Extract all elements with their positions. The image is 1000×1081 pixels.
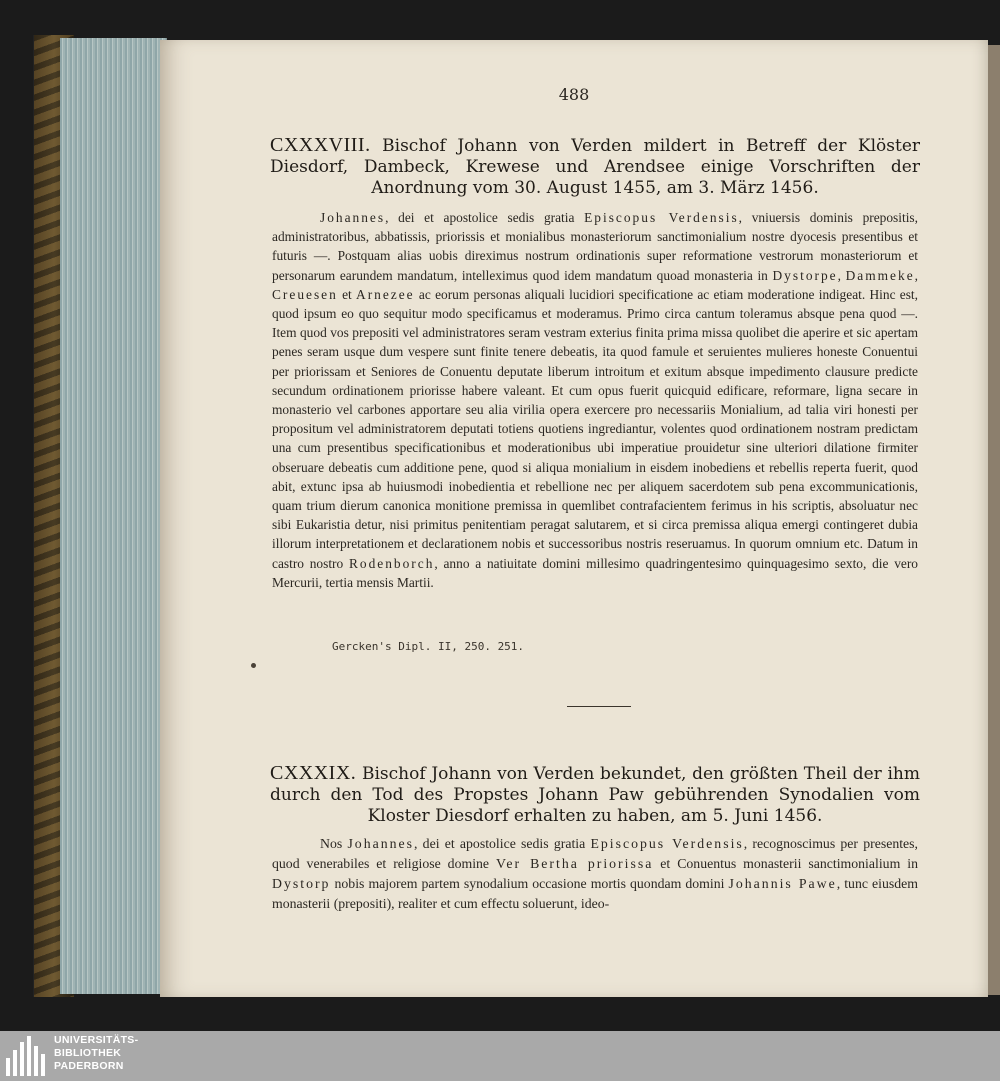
body-138-segment: , anno a natiuitate domini millesimo quadringentesimo quinquagesimo sexto, die vero Mercurii, tertia mensis Martii. [272, 555, 918, 590]
body-138-segment: Johannes [320, 210, 386, 225]
body-139-segment: , tunc eiusdem monasterii (prepositi), realiter et cum effectu soluerunt, ideo- [272, 876, 918, 911]
body-138-segment: , [837, 267, 846, 283]
library-logo-icon [6, 1036, 46, 1076]
section-heading-139 [270, 763, 920, 827]
body-138-segment: Arnezee [356, 286, 415, 302]
body-139-segment: Dystorp [272, 876, 331, 891]
body-139-segment: Johannis Pawe [728, 876, 837, 891]
body-138-segment: Creuesen [272, 286, 338, 302]
body-138-segment: ac eorum personas aliquali lucidiori specificatione ac etiam moderatione indigeat. Hinc est, quod ipsum eo quo sequitur modo specificamus et moderamus. Primo circa cantum toleramus absque pena quod —. Item quod vos prepositi vel administratores seram vestram exterius finita prima missa quolibet die aperire et sic apertam penes seram usque dum vespere sunt finite tenere debeatis, ita quod famule et seruientes mulieres honeste Conuentui per priorissam et Seniores de Conuentu deputate liberum introitum et exitum absque impedimento clausure predicte secundum ordinationem priorisse habere valeant. Et cum opus fuerit quicquid edificare, reformare, ligna secare in monasterio vel carbones apportare seu alia virilia opera exercere pro necessariis Monialium, ad talia viri honesti per propositum vel administratorem deputati totiens quotiens ingrediantur, volentes quod ordinationem nostram predictam una cum presentibus specificationibus et moderationibus ubi imperatiue prouidetur sine ulteriori dilatione firmiter obseruare debeatis cum additione pene, quod si aliqua monialium in eisdem inobediens et rebellis reperta fuerit, quod abit, extunc ipsa ab huiusmodi inobedientia et rebellione nec per aliquem sacerdotem sub pena excommunicationis, quam trium dierum canonica monitione premissa in quemlibet contrafacientem ferimus in his scriptis, absoluatur nec sibi Eukaristia detur, nisi primitus penitentiam peragat salutarem, et si circa premissa aliqua emergi contingeret dubia illorum interpretationem et declarationem nobis et successoribus nostris reseruamus. In quorum omnium etc. Datum in castro nostro [272, 286, 918, 571]
section-number-139: CXXXIX. [270, 762, 357, 784]
body-138-segment: Dystorpe [772, 267, 838, 283]
body-139-segment: Episcopus Verdensis [590, 836, 744, 851]
body-139-segment: , dei et apostolice sedis gratia [414, 836, 591, 851]
body-138-segment: Dammeke [845, 267, 915, 283]
body-138-segment: , [914, 267, 918, 283]
ink-spot [251, 663, 256, 668]
section-heading-138 [270, 135, 920, 199]
section-divider [567, 706, 631, 707]
source-citation: Gercken's Dipl. II, 250. 251. [332, 640, 525, 653]
body-139-segment: Ver Bertha priorissa [496, 856, 654, 871]
section-body-138 [272, 208, 918, 592]
body-138-segment: , dei et apostolice sedis gratia [385, 210, 585, 225]
body-139-segment: Johannes [347, 836, 415, 851]
book-page [160, 40, 988, 997]
body-139-segment: Nos [320, 836, 348, 851]
body-138-segment: Rodenborch [348, 555, 435, 571]
library-name-line3: PADERBORN [54, 1060, 124, 1072]
section-title-139: Bischof Johann von Verden bekundet, den größten Theil der ihm durch den Tod des Propstes Johann Paw gebührenden Synodalien vom Kloster Diesdorf erhalten zu haben, am 5. Juni 1456. [270, 764, 920, 826]
page-number: 488 [558, 85, 590, 104]
body-139-segment: et Conuentus monasterii sanctimonialium in [653, 856, 918, 871]
section-body-139 [272, 834, 918, 914]
section-title-138: Bischof Johann von Verden mildert in Betreff der Klöster Diesdorf, Dambeck, Krewese und Arendsee einige Vorschriften der Anordnung vom 30. August 1455, am 3. März 1456. [270, 136, 921, 198]
library-name [54, 1034, 138, 1073]
library-name-line1: UNIVERSITÄTS- [54, 1034, 139, 1046]
body-138-segment: Episcopus Verdensis [584, 210, 739, 225]
library-footer [0, 1031, 1000, 1081]
body-138-segment: et [337, 286, 357, 302]
library-name-line2: BIBLIOTHEK [54, 1047, 122, 1059]
page-edges [60, 38, 167, 994]
body-138-segment: , vniuersis dominis prepositis, administratoribus, abbatissis, priorissis et monialibus monasteriorum sanctimonialium nostre dyocesis presentibus et futuris —. Postquam alias uobis direximus nostrum ordinationis super reformatione vestrorum monasteriorum et personarum earundem mandatum, intelleximus quod idem mandatum quoad monasteria in [272, 210, 918, 283]
body-139-segment: nobis majorem partem synodalium occasione mortis quondam domini [330, 876, 729, 891]
body-139-segment: , recognoscimus per presentes, quod venerabiles et religiose domine [272, 836, 918, 871]
section-number-138: CXXXVIII. [270, 134, 371, 156]
